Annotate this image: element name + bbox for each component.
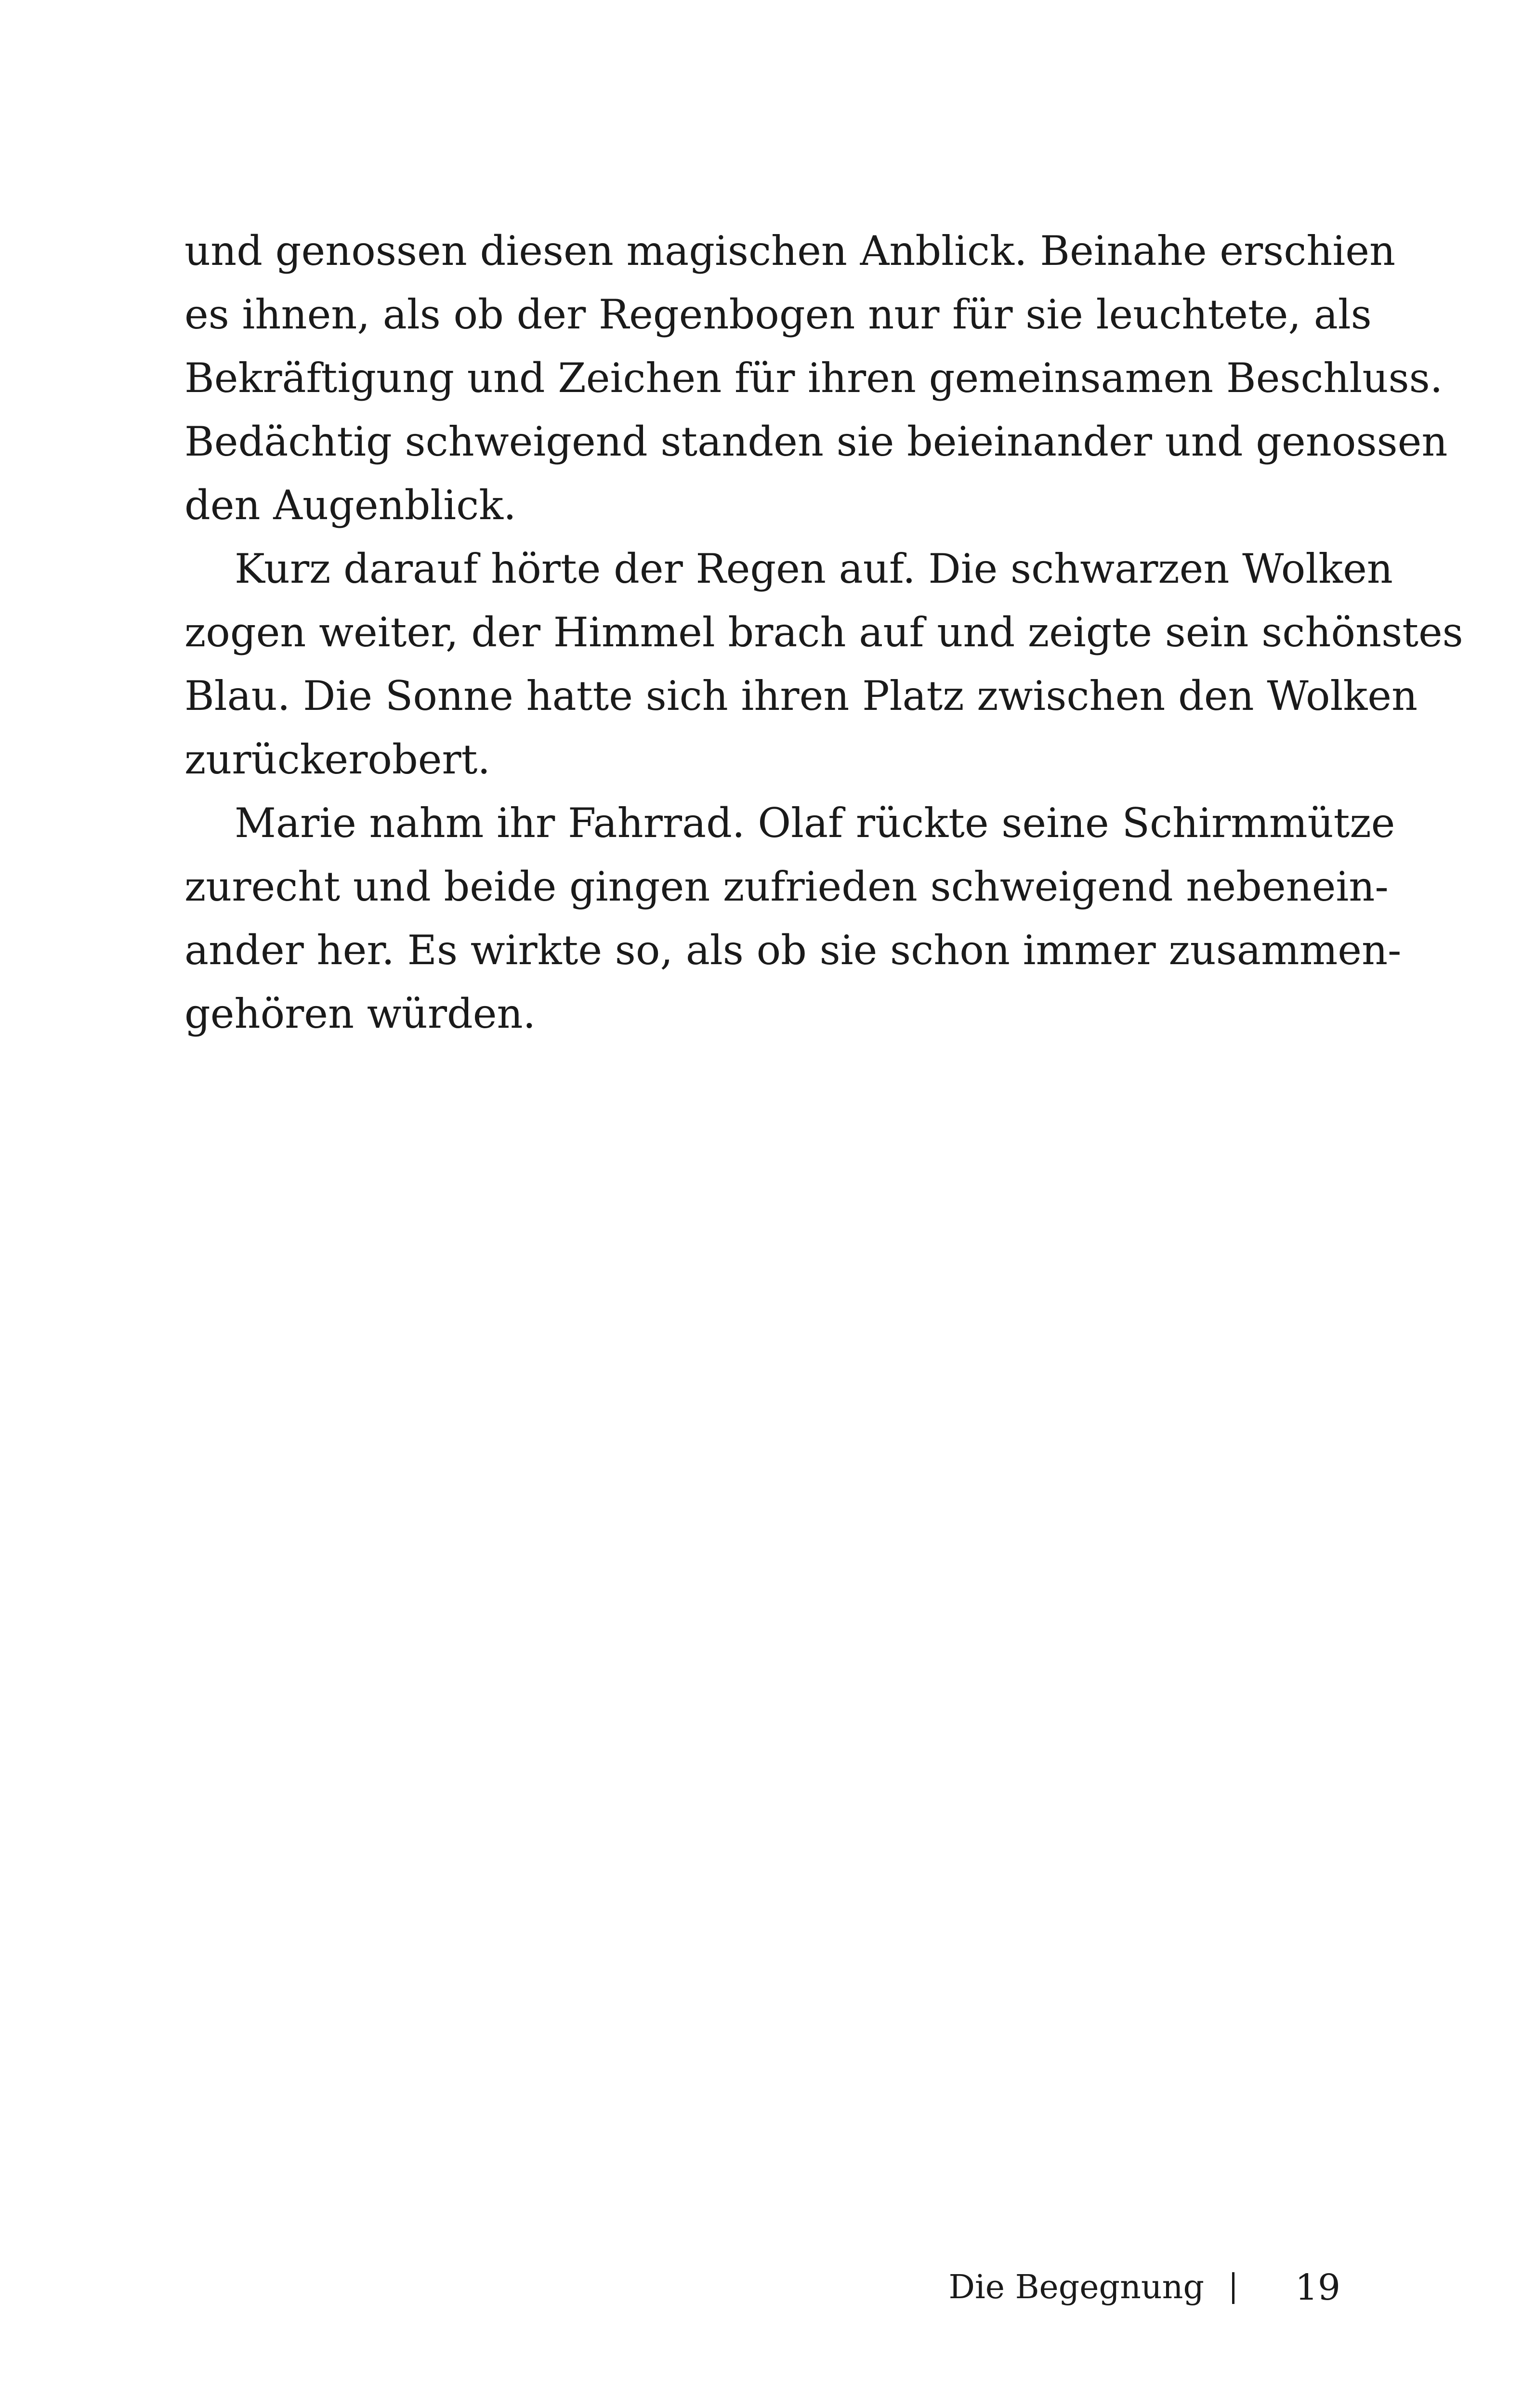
text-line: und genossen diesen magischen Anblick. Beinahe erschien	[184, 227, 1396, 275]
page-footer	[944, 2264, 1340, 2312]
text-line: Bekräftigung und Zeichen für ihren gemeinsamen Beschluss.	[184, 354, 1443, 402]
text-line: gehören würden.	[184, 990, 536, 1037]
text-line: Kurz darauf hörte der Regen auf. Die schwarzen Wolken	[235, 545, 1393, 592]
text-line: zurückerobert.	[184, 736, 491, 783]
text-line: ander her. Es wirkte so, als ob sie schon immer zusammen-	[184, 927, 1402, 974]
text-line: zurecht und beide gingen zufrieden schweigend nebenein-	[184, 863, 1389, 910]
page-number: 19	[1295, 2267, 1340, 2308]
text-line: es ihnen, als ob der Regenbogen nur für sie leuchtete, als	[184, 291, 1372, 338]
text-line: zogen weiter, der Himmel brach auf und zeigte sein schönstes	[184, 609, 1463, 656]
footer-divider	[1232, 2272, 1234, 2304]
text-line: Bedächtig schweigend standen sie beieinander und genossen	[184, 418, 1448, 465]
text-line: Marie nahm ihr Fahrrad. Olaf rückte seine Schirmmütze	[235, 799, 1395, 847]
running-head: Die Begegnung	[948, 2268, 1204, 2306]
body-text	[184, 219, 1463, 1046]
text-line: Blau. Die Sonne hatte sich ihren Platz zwischen den Wolken	[184, 672, 1418, 720]
text-line: den Augenblick.	[184, 482, 516, 529]
